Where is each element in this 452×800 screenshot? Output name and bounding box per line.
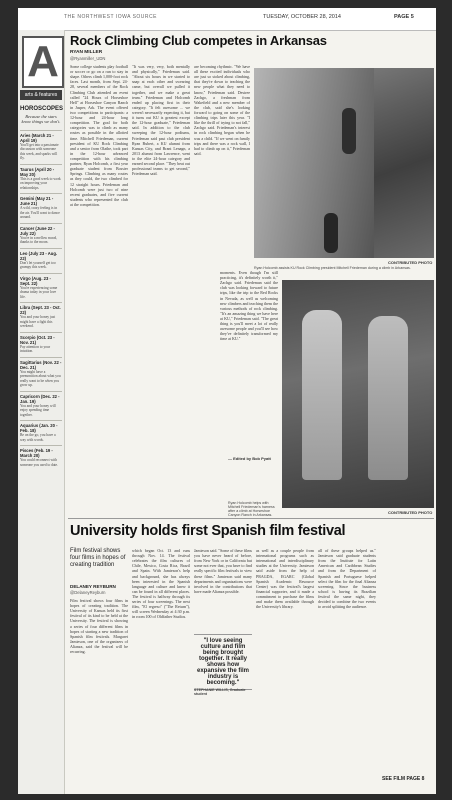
page-number: PAGE 5 [394, 14, 414, 20]
person-figure [302, 310, 342, 480]
sign-name: Gemini (May 21 - June 21) [20, 196, 54, 207]
horoscope-list [20, 130, 62, 470]
horoscope-title: HOROSCOPES [20, 106, 64, 112]
story-column: moments. Even though I'm still practicing, it's definitely worth it," Zachgo said. Friedeman said the club was looking forward to future trips, like the trip to the Red Rocks in Nevada, as well as welcoming new climbers and teaching them the various methods of rock climbing. "It's an amazing thing we have here at KU," Friedeman said. "The great thing is you'll meet a lot of really awesome people and you'll see how they've definitely transformed my time at KU." [220, 270, 278, 342]
sign-name: Pisces (Feb. 19 - March 20) [20, 448, 53, 459]
sign-name: Aquarius (Jan. 20 - Feb. 18) [20, 423, 58, 434]
list-item [20, 273, 62, 299]
pull-quote-attribution: STEPHANIE WILLIS, Graduate student [194, 688, 246, 696]
sign-text: This is a good week to work on improving your relationships. [20, 176, 61, 190]
list-item [20, 193, 62, 219]
sign-text: You'll get into a passionate discussion with someone this week, and sparks will fly. [20, 143, 59, 161]
photo-credit: CONTRIBUTED PHOTO [388, 260, 433, 265]
sign-text: Be on the go, you have a way with words. [20, 433, 56, 442]
paper-name: THE NORTHWEST IOWA SOURCE [64, 14, 157, 20]
sign-text: You could reconnect with someone you used to date. [20, 458, 59, 467]
sign-text: You're in a mellow mood, thanks to the moon. [20, 235, 58, 245]
list-item [20, 248, 62, 270]
story-column: Jamieson said. "Some of these films you have never heard of before, from New York or in California but some not ever that, you have to find really specific film festivals to view these films." Jamieson said many departments and organizations were involved in the contributions that have made Alianza possible. [194, 548, 252, 594]
section-letter: A [22, 36, 64, 88]
belayer-figure [324, 213, 338, 253]
climbing-photo [254, 68, 434, 258]
list-item [20, 420, 62, 442]
divider [68, 518, 434, 519]
byline: RYAN MILLER [70, 50, 103, 55]
list-item [20, 332, 62, 354]
list-item [20, 164, 62, 190]
photo-credit: CONTRIBUTED PHOTO [388, 510, 433, 515]
newspaper-page [18, 8, 436, 794]
story-column: are becoming rhythmic. "We have all these excited individuals who are just so stoked about climbing, that they're down to teaching the new people what they need to know," Friedeman said. Desiree Zachgo, a freshman from Wakefield and a new member of the club, said she's looking forward to going on some of the climbing trips later this year. "I like the thrill of trying to not fall," Zachgo said. Friedeman's interest in rock climbing began when he was a child. "If we went on family trips and there was a rock wall, I had to climb up on it," Friedeman said. [194, 64, 250, 156]
sign-text: A wild, crazy feeling is in the air. You'll want to dance around. [20, 206, 60, 220]
issue-date: TUESDAY, OCTOBER 28, 2014 [263, 14, 341, 20]
story-column: which began Oct. 13 and runs through Nov. 14. The festival celebrates the film cultures of Chile, Mexico, Costa Rica, Brazil and Spain. With Jamieson's help and background, she has always been interested in the Spanish language and culture and knew it can be found in all different places. The festival is halfway through its series of four screenings. The next film, "El regreso" ("The Return"), will screen Wednesday at 4:30 p.m. in room 100 of Oldfather Studios. [132, 548, 190, 620]
story-headline: University holds first Spanish film festival [70, 523, 346, 539]
list-item [20, 357, 62, 388]
climber-figure [342, 108, 356, 154]
list-item [20, 391, 62, 417]
sign-name: Scorpio (Oct. 23 - Nov. 21) [20, 334, 55, 345]
sign-text: You might have a premonition about what you really want to be when you grow up. [20, 369, 61, 388]
sign-text: Pay attention to your intuition. [20, 344, 51, 354]
list-item [20, 223, 62, 245]
sign-text: You and your honey will enjoy spending time together. [20, 403, 56, 417]
jump-line: SEE FILM PAGE 8 [382, 776, 425, 782]
story-column: as well as a couple people from international programs such as international and interdisciplinary studies at the University. Jamieson said aside from the help of PRAGDA, EGARC (Global Spanish Academic Resource Center) was the festival's largest financial supporter, and it made a commitment to purchase the films and make them available through the University's library. [256, 548, 314, 610]
sign-name: Sagittarius (Nov. 22 - Dec. 21) [20, 359, 62, 370]
sign-name: Taurus (April 20 - May 20) [20, 166, 55, 177]
story-column: Film festival shows four films in hopes of creating tradition. The University of Kansas held its first festival of its kind to be held at the University. The festival is showing a series of four different films in hopes of starting a new tradition of Spanish film festivals. Margaret Jamieson, one of the organizers of Alianza, said the festival will be recurring. [70, 598, 128, 655]
sign-name: Capricorn (Dec. 22 - Jan. 19) [20, 393, 60, 404]
byline-handle: @Ryanmiller_UDN [70, 56, 106, 61]
rock-wall [254, 68, 374, 258]
story-column: all of these groups helped us." Jamieson said graduate students from the Institute for Latin American and Caribbean Studies and from the Department of Spanish and Portuguese helped select the film for the final Alianza screening. Since the business school is having its Brazilian festival the same night, they decided to combine the two events to avoid splitting the audience. [318, 548, 376, 610]
sign-name: Virgo (Aug. 23 - Sept. 22) [20, 275, 51, 286]
sign-text: You're experiencing some drama today in your love life. [20, 285, 58, 299]
photo-caption: Ryan Holcomb helps with Mitchell Friedeman's harness after a climb at Horseshoe Canyon Ranch in Arkansas. [228, 501, 275, 517]
climbers-portrait-photo [282, 280, 434, 508]
editor-note: — Edited by Bob Pyatt [228, 456, 271, 461]
story-deck: Film festival shows four films in hopes of creating tradition [70, 548, 126, 569]
byline-handle: @DelaneyReyburn [70, 590, 106, 595]
story-column: Some college students play football or soccer or go on a run to stay in shape. Others climb 1,000-foot rock faces. Last month, from Sept. 24-28, several members of the Rock Climbing Club attended an event called "24 Hours of Horseshoe Hell" at Horseshoe Canyon Ranch in Jasper, Ark. The event offered two competitions to participants: a 12-hour and 24-hour long competition. The goal for both categories was to climb as many routes as possible in the allotted time. Mitchell Friedeman, current president of KU Rock Climbing and a senior from Olathe, took part in the 12-hour advanced competition with his climbing partner, Ryan Holcomb, a first year graduate student from Bossier Springs. Climbing as many routes as they could, the two climbed for 12 straight hours. Friedeman and Holcomb were just two of nine recent graduates, and five current students who represented the club at the competition. [70, 64, 128, 207]
section-label: arts & features [20, 90, 62, 100]
list-item [20, 302, 62, 328]
list-item [20, 445, 62, 467]
sign-name: Aries (March 21 - April 19) [20, 133, 54, 143]
sign-name: Leo (July 23 - Aug. 22) [20, 250, 58, 261]
list-item [20, 130, 62, 161]
sign-name: Cancer (June 22 - July 22) [20, 225, 55, 236]
byline: DELANEY REYBURN [70, 584, 116, 589]
pull-quote: "I love seeing culture and film being brought together. It really shows how expansive the film industry is becoming." [194, 634, 252, 690]
story-column: "It was very, very, both mentally and physically," Friedeman said. "About six hours in we started to snap at each other and swearing came, but overall we pulled it together, and we make a great team." Friedeman and Holcomb ended up placing first in their category. "It felt awesome ... we weren't necessarily expecting it, but it turns out KU is greatest except the 12-hour graduate," Friedeman said. In addition to the club sweeping the 12-hour podiums, Friedeman said past club president Ryan Bubert, a KU alumni from Kansas City, and Brant Lenagn, a 2013 alumni from Lawrence, went to the elite 24-hour category and earned second place. "They beat out professional teams to get second," Friedeman said. [132, 64, 190, 177]
person-figure [368, 316, 408, 480]
horoscope-subtitle: Because the stars know things we don't. [21, 114, 61, 125]
page-header [18, 8, 436, 31]
story-headline: Rock Climbing Club competes in Arkansas [70, 33, 327, 48]
sign-name: Libra (Sept. 23 - Oct. 22) [20, 305, 61, 316]
sign-text: Don't let yourself get too grumpy this week. [20, 260, 56, 270]
photo-caption: Ryan Holcomb assists KU Rock Climbing president Mitchell Friedeman during a climb in Arkansas. [254, 266, 411, 270]
sign-text: You and your honey just might have a fight this weekend. [20, 315, 56, 329]
sidebar [18, 30, 65, 794]
